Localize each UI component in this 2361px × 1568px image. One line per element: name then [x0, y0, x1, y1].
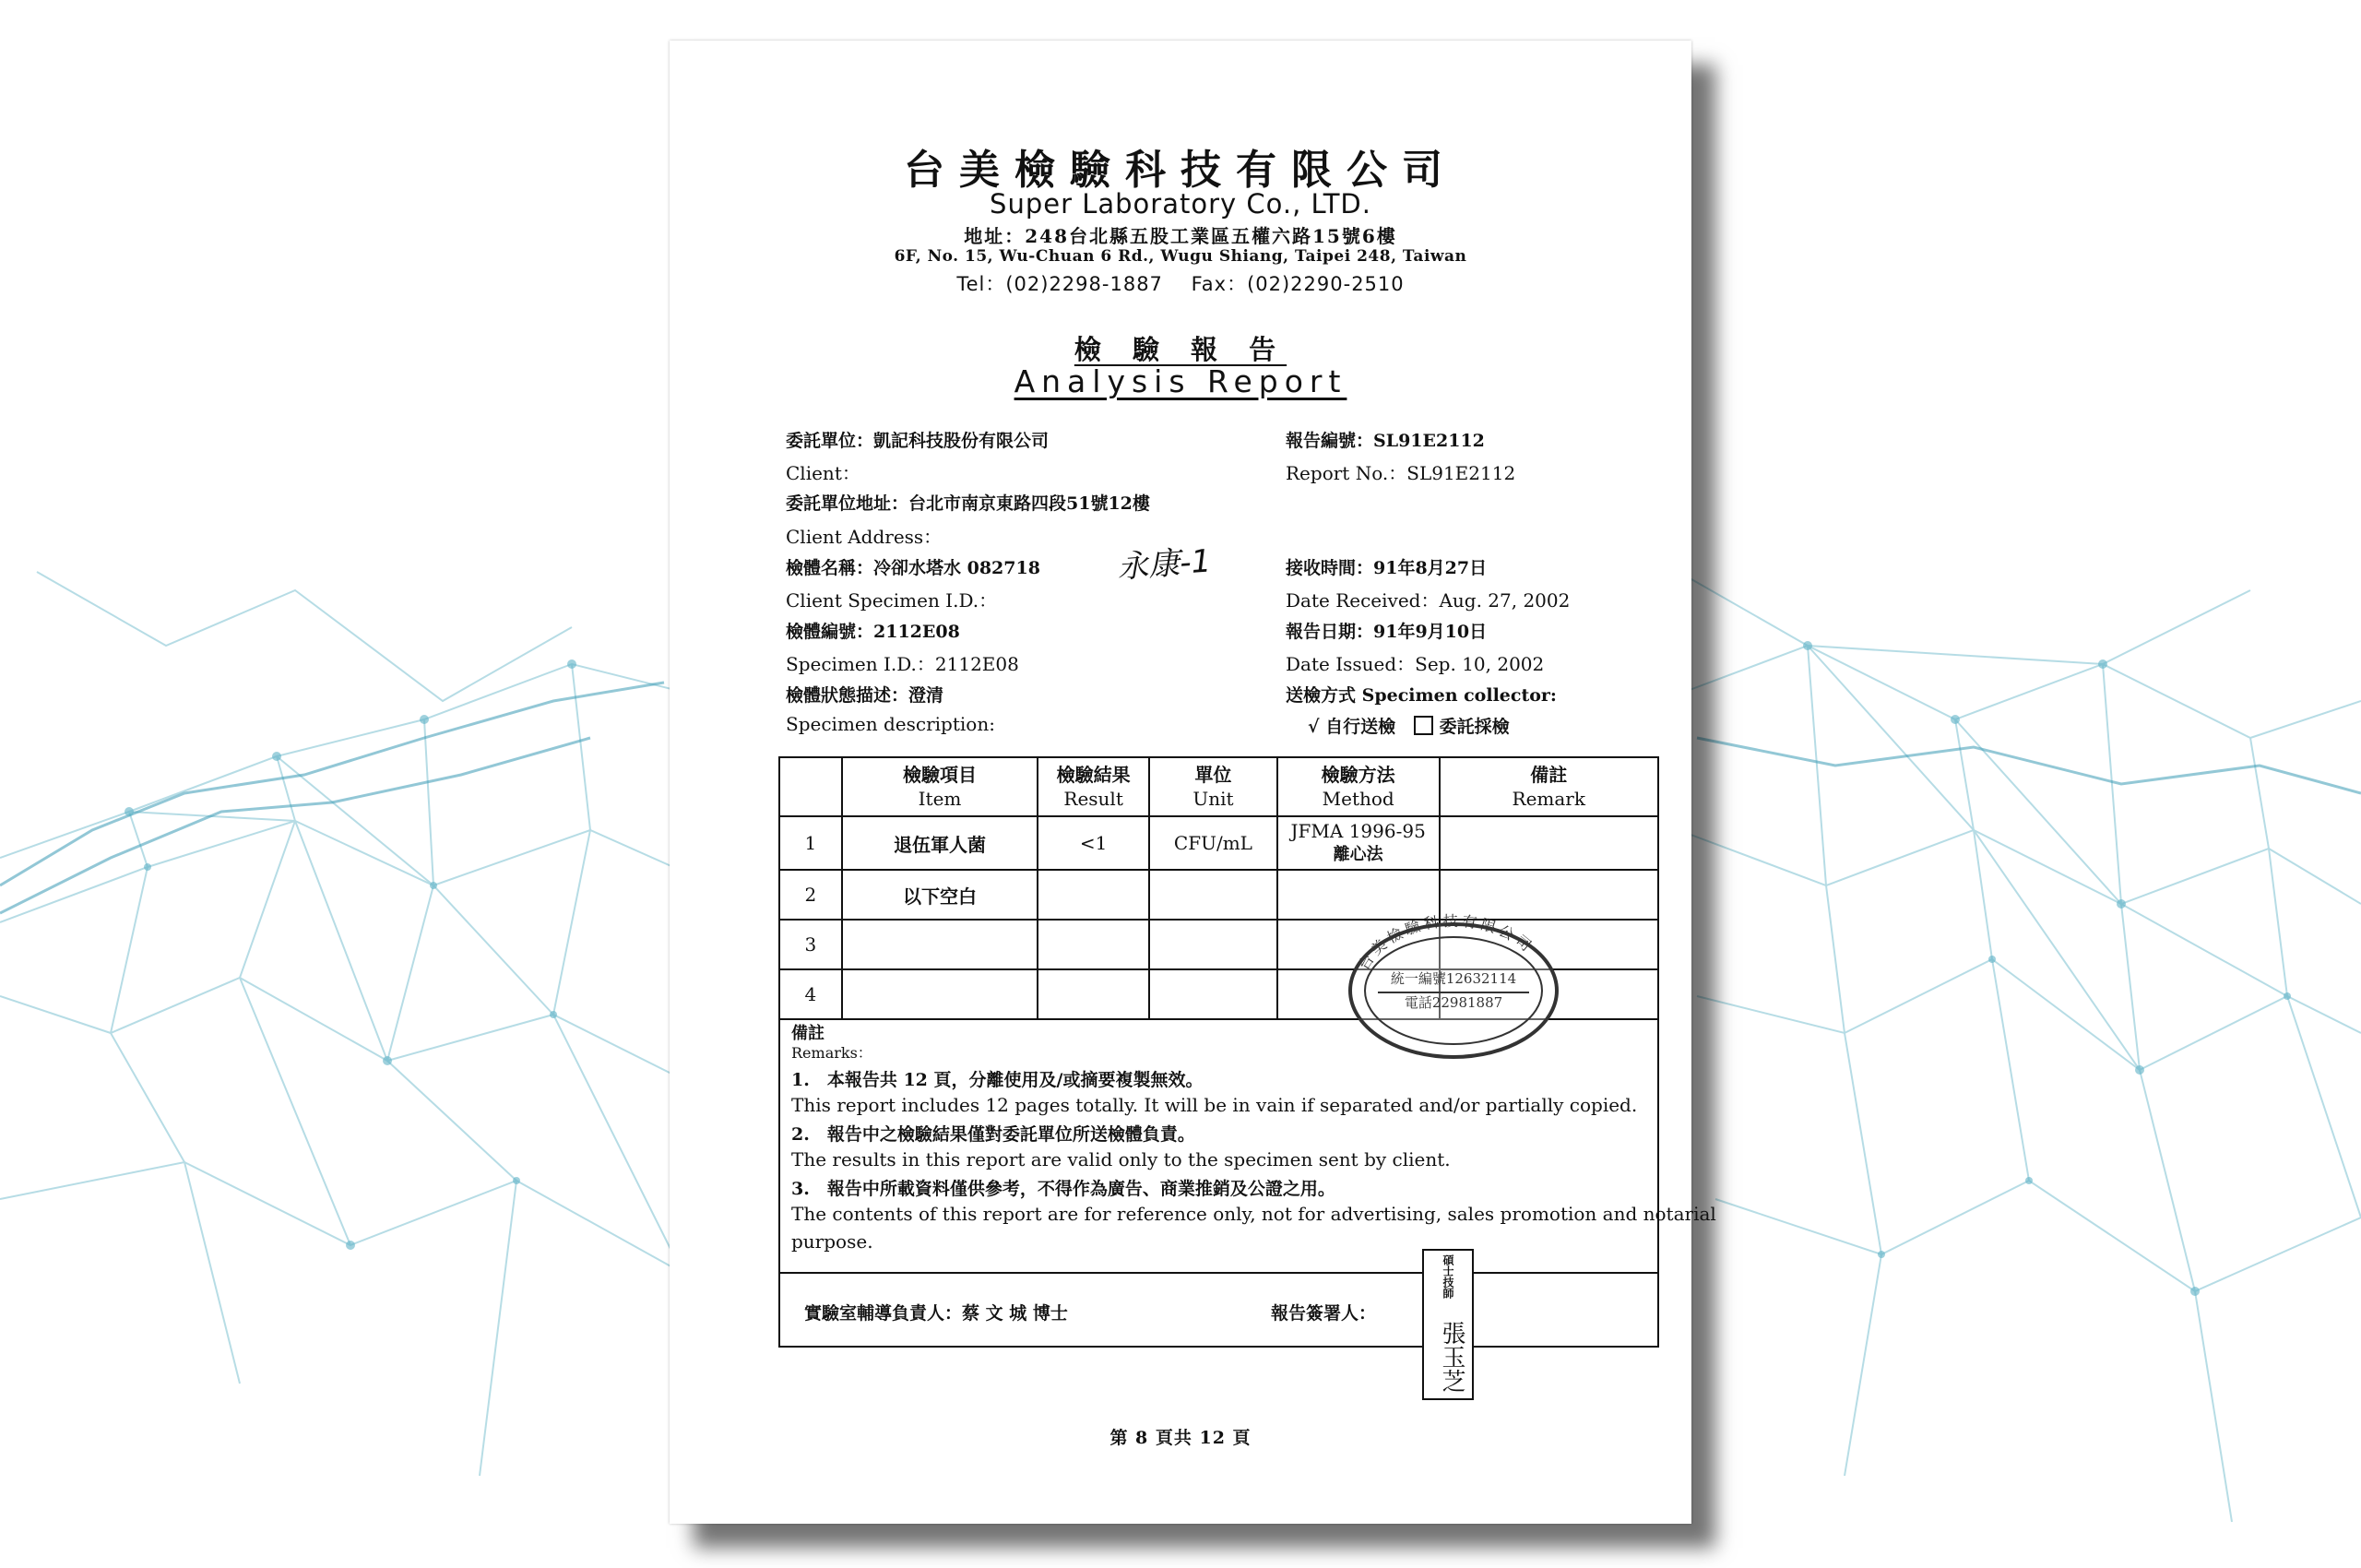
signer-seal	[1422, 1249, 1474, 1400]
specimen-name-en: Client Specimen I.D.：	[786, 589, 998, 612]
client-en: Client：	[786, 462, 860, 484]
collector-options	[1308, 713, 1510, 738]
company-name-zh: 台美檢驗科技有限公司	[904, 147, 1457, 194]
row-result	[1038, 870, 1149, 920]
collector-option-self: 自行送檢	[1325, 717, 1396, 737]
stamp-arc-text: 台美檢驗科技有限公司	[1355, 911, 1537, 974]
client-zh: 委託單位：凱記科技股份有限公司	[786, 431, 1050, 451]
table-row	[779, 816, 1658, 870]
report-no-zh: 報告編號：SL91E2112	[1286, 431, 1485, 451]
specimen-no-zh: 檢體編號：2112E08	[786, 622, 960, 642]
collector-option-commissioned: 委託採檢	[1439, 717, 1510, 737]
remark-1-zh: 1. 本報告共 12 頁，分離使用及/或摘要複製無效。	[791, 1070, 1204, 1090]
row-item: 退伍軍人菌	[842, 816, 1038, 870]
company-address-en: 6F, No. 15, Wu-Chuan 6 Rd., Wugu Shiang, Taipei 248, Taiwan	[894, 247, 1467, 266]
signer-label: 報告簽署人：	[1271, 1303, 1377, 1324]
header-method: 檢驗方法 Method	[1277, 757, 1440, 816]
row-result: <1	[1038, 816, 1149, 870]
seal-name: 張玉芝	[1438, 1321, 1465, 1393]
remark-2-zh: 2. 報告中之檢驗結果僅對委託單位所送檢體負責。	[791, 1124, 1195, 1145]
header-item: 檢驗項目 Item	[842, 757, 1038, 816]
client-address-en: Client Address：	[786, 526, 943, 548]
signature-section	[778, 1272, 1659, 1348]
client-address-zh: 委託單位地址：台北市南京東路四段51號12樓	[786, 493, 1150, 514]
specimen-desc-zh: 檢體狀態描述：澄清	[786, 685, 944, 706]
handwritten-note: 永康-1	[1115, 542, 1213, 587]
specimen-desc-en: Specimen description:	[786, 713, 995, 735]
row-no: 2	[779, 870, 842, 920]
remark-1-en: This report includes 12 pages totally. It will be in vain if separated and/or partially copied.	[791, 1094, 1638, 1116]
row-unit	[1149, 920, 1277, 969]
specimen-name-zh: 檢體名稱：冷卻水塔水 082718	[786, 558, 1040, 578]
header-remark: 備註 Remark	[1440, 757, 1659, 816]
company-fax: Fax：(02)2290-2510	[1191, 273, 1405, 295]
header-no	[779, 757, 842, 816]
company-tel: Tel：(02)2298-1887	[956, 273, 1163, 295]
remarks-title-zh: 備註	[791, 1024, 825, 1043]
remark-3-zh: 3. 報告中所載資料僅供參考，不得作為廣告、商業推銷及公證之用。	[791, 1179, 1335, 1199]
row-unit: CFU/mL	[1149, 816, 1277, 870]
row-method: JFMA 1996-95 離心法	[1277, 816, 1440, 870]
header-result: 檢驗結果 Result	[1038, 757, 1149, 816]
remark-3-en-cont: purpose.	[791, 1230, 873, 1253]
specimen-collector-label: 送檢方式 Specimen collector:	[1286, 685, 1557, 706]
header-unit: 單位 Unit	[1149, 757, 1277, 816]
row-no: 1	[779, 816, 842, 870]
date-issued-en: Date Issued：Sep. 10, 2002	[1286, 653, 1545, 675]
stamp-line-1: 統一編號12632114	[1390, 970, 1517, 987]
row-result	[1038, 920, 1149, 969]
stamp-line-2: 電話22981887	[1404, 994, 1503, 1011]
row-item	[842, 920, 1038, 969]
report-title-zh: 檢 驗 報 告	[1074, 334, 1287, 365]
seal-title: 碩士技師	[1442, 1254, 1454, 1299]
row-unit	[1149, 870, 1277, 920]
date-received-zh: 接收時間：91年8月27日	[1286, 558, 1488, 578]
company-phone-fax	[670, 269, 1691, 297]
empty-checkbox-icon	[1414, 716, 1433, 735]
checkmark-icon: √	[1308, 717, 1320, 737]
specimen-id-en: Specimen I.D.：2112E08	[786, 653, 1019, 675]
table-header-row	[779, 757, 1658, 816]
date-issued-zh: 報告日期：91年9月10日	[1286, 622, 1488, 642]
remark-2-en: The results in this report are valid only to the specimen sent by client.	[791, 1148, 1451, 1170]
report-no-en: Report No.：SL91E2112	[1286, 462, 1516, 484]
remarks-section	[778, 1011, 1716, 1274]
row-no: 3	[779, 920, 842, 969]
page-number: 第 8 頁共 12 頁	[1109, 1428, 1252, 1448]
lab-supervisor: 實驗室輔導負責人：蔡 文 城 博士	[804, 1303, 1068, 1324]
row-no: 4	[779, 969, 842, 1019]
date-received-en: Date Received：Aug. 27, 2002	[1286, 589, 1571, 612]
remark-3-en: The contents of this report are for reference only, not for advertising, sales promotion and notarial	[791, 1203, 1716, 1225]
row-item: 以下空白	[842, 870, 1038, 920]
remarks-title-en: Remarks：	[791, 1044, 872, 1062]
row-remark	[1440, 816, 1659, 870]
company-address-zh: 地址：248台北縣五股工業區五權六路15號6樓	[964, 225, 1397, 247]
report-title-en: Analysis Report	[1014, 363, 1347, 399]
analysis-report-document	[670, 41, 1716, 1524]
company-name-en: Super Laboratory Co., LTD.	[990, 188, 1371, 220]
